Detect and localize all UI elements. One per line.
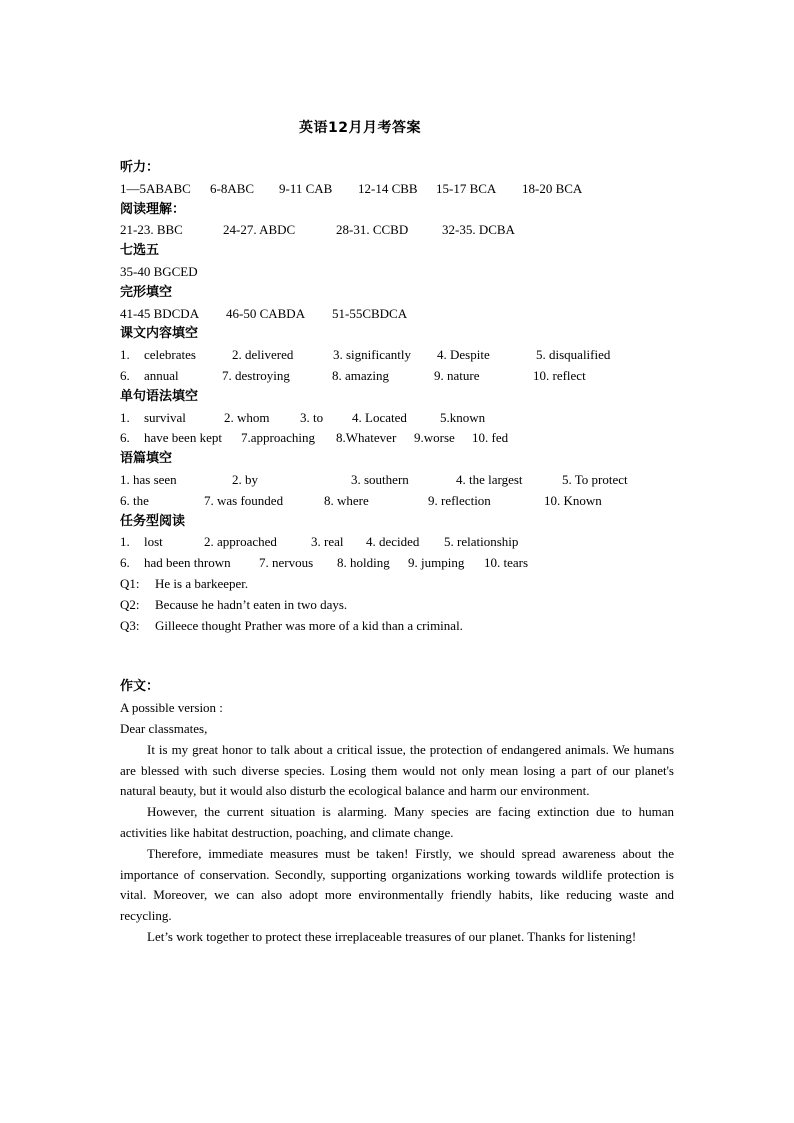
answer-item: 1. has seen: [120, 471, 177, 487]
answer-item: 1.: [120, 409, 130, 425]
question-answer-text: He is a barkeeper.: [155, 575, 249, 591]
answer-item: 8.Whatever: [336, 430, 397, 446]
answer-item: have been kept: [144, 430, 222, 446]
section-heading-seven-choose-five: 七选五: [120, 243, 160, 259]
answer-item: 10. tears: [484, 555, 529, 571]
answer-item: 7.approaching: [241, 430, 316, 446]
task-reading-row: [120, 553, 680, 574]
answer-item: had been thrown: [144, 555, 231, 571]
section-heading-passage-grammar: 语篇填空: [120, 451, 173, 467]
task-reading-row: [120, 532, 680, 553]
answer-item: 9.worse: [414, 430, 455, 446]
question-label: Q3:: [120, 617, 140, 633]
listening-answers: [120, 179, 680, 200]
answer-item: 6.: [120, 430, 130, 446]
answer-group: 46-50 CABDA: [226, 305, 306, 321]
essay-paragraph: Therefore, immediate measures must be taken! Firstly, we should spread awareness about the importance of conservation. Secondly, supporting organizations working towards wildlife protection is vital. Moreover, we can also adopt more environmentally friendly habits, like reducing waste and recycling.: [120, 845, 674, 924]
answer-item: 8. holding: [337, 555, 390, 571]
question-answer-text: Gilleece thought Prather was more of a kid than a criminal.: [155, 617, 463, 633]
answer-content: [120, 158, 680, 948]
answer-item: 8. where: [324, 492, 369, 508]
answer-item: 5. relationship: [444, 534, 519, 550]
question-answer: [120, 595, 680, 616]
answer-item: 3. significantly: [333, 347, 411, 363]
answer-item: 6. the: [120, 492, 149, 508]
answer-group: 21-23. BBC: [120, 222, 183, 238]
question-answer: [120, 616, 680, 637]
answer-group: 18-20 BCA: [522, 180, 583, 196]
question-answer-text: Because he hadn’t eaten in two days.: [155, 596, 348, 612]
passage-grammar-row: [120, 470, 680, 491]
answer-item: celebrates: [144, 347, 196, 363]
answer-item: 4. Despite: [437, 347, 490, 363]
answer-group: 9-11 CAB: [279, 180, 333, 196]
answer-item: 3. real: [311, 534, 344, 550]
answer-item: 6.: [120, 367, 130, 383]
answer-item: 4. decided: [366, 534, 420, 550]
answer-group: 6-8ABC: [210, 180, 255, 196]
answer-group: 41-45 BDCDA: [120, 305, 200, 321]
answer-group: 28-31. CCBD: [336, 222, 409, 238]
answer-item: 1.: [120, 534, 130, 550]
answer-item: 2. approached: [204, 534, 277, 550]
answer-item: 9. nature: [434, 367, 480, 383]
document-title: 英语12月月考答案: [299, 120, 421, 136]
section-heading-essay: 作文：: [120, 679, 160, 695]
answer-item: 2. by: [232, 471, 258, 487]
answer-item: 8. amazing: [332, 367, 390, 383]
question-label: Q1:: [120, 575, 140, 591]
text-fill-row: [120, 366, 680, 387]
answer-item: 7. was founded: [204, 492, 284, 508]
answer-group: 35-40 BGCED: [120, 263, 198, 279]
cloze-answers: [120, 304, 680, 325]
section-heading-text-fill: 课文内容填空: [120, 326, 199, 342]
spacer: [120, 636, 680, 677]
essay-intro: A possible version :: [120, 700, 223, 716]
essay-paragraph: It is my great honor to talk about a critical issue, the protection of endangered animals. We humans are blessed with such diverse species. Losing them would not only mean losing a part of our planet's natural beauty, but it would also disturb the ecological balance and harm our environment.: [120, 741, 674, 799]
answer-item: 3. southern: [351, 471, 409, 487]
question-label: Q2:: [120, 596, 140, 612]
answer-group: 51-55CBDCA: [332, 305, 408, 321]
answer-group: 1—5ABABC: [120, 180, 191, 196]
answer-item: 7. nervous: [259, 555, 314, 571]
sentence-grammar-row: [120, 408, 680, 429]
answer-group: 24-27. ABDC: [223, 222, 296, 238]
answer-item: 2. whom: [224, 409, 270, 425]
answer-item: 4. Located: [352, 409, 407, 425]
section-heading-listening: 听力：: [120, 160, 160, 175]
answer-group: 15-17 BCA: [436, 180, 497, 196]
essay-paragraph: However, the current situation is alarming. Many species are facing extinction due to human activities like habitat destruction, poaching, and climate change.: [120, 804, 674, 840]
answer-item: 5. To protect: [562, 471, 628, 487]
answer-item: lost: [144, 534, 163, 550]
text-fill-row: [120, 345, 680, 366]
passage-grammar-row: [120, 491, 680, 512]
question-answer: [120, 574, 680, 595]
answer-item: 6.: [120, 555, 130, 571]
essay-greeting: Dear classmates,: [120, 720, 208, 736]
answer-item: 2. delivered: [232, 347, 294, 363]
answer-item: 3. to: [300, 409, 324, 425]
essay-paragraph: Let’s work together to protect these irreplaceable treasures of our planet. Thanks for listening!: [147, 928, 637, 944]
answer-item: 10. Known: [544, 492, 602, 508]
answer-item: 5.known: [440, 409, 486, 425]
seven-choose-five-answers: [120, 262, 680, 283]
answer-item: survival: [144, 409, 186, 425]
answer-item: 9. jumping: [408, 555, 465, 571]
sentence-grammar-row: [120, 428, 680, 449]
section-heading-sentence-grammar: 单句语法填空: [120, 388, 199, 404]
section-heading-reading: 阅读理解：: [120, 201, 186, 217]
answer-item: 9. reflection: [428, 492, 491, 508]
reading-answers: [120, 220, 680, 241]
answer-item: 10. fed: [472, 430, 509, 446]
answer-group: 32-35. DCBA: [442, 222, 515, 238]
answer-item: 1.: [120, 347, 130, 363]
answer-item: 5. disqualified: [536, 347, 611, 363]
section-heading-cloze: 完形填空: [120, 284, 173, 300]
answer-item: 10. reflect: [533, 367, 586, 383]
answer-item: 7. destroying: [222, 367, 290, 383]
answer-item: annual: [144, 367, 179, 383]
answer-group: 12-14 CBB: [358, 180, 418, 196]
section-heading-task-reading: 任务型阅读: [120, 513, 186, 529]
answer-item: 4. the largest: [456, 471, 523, 487]
